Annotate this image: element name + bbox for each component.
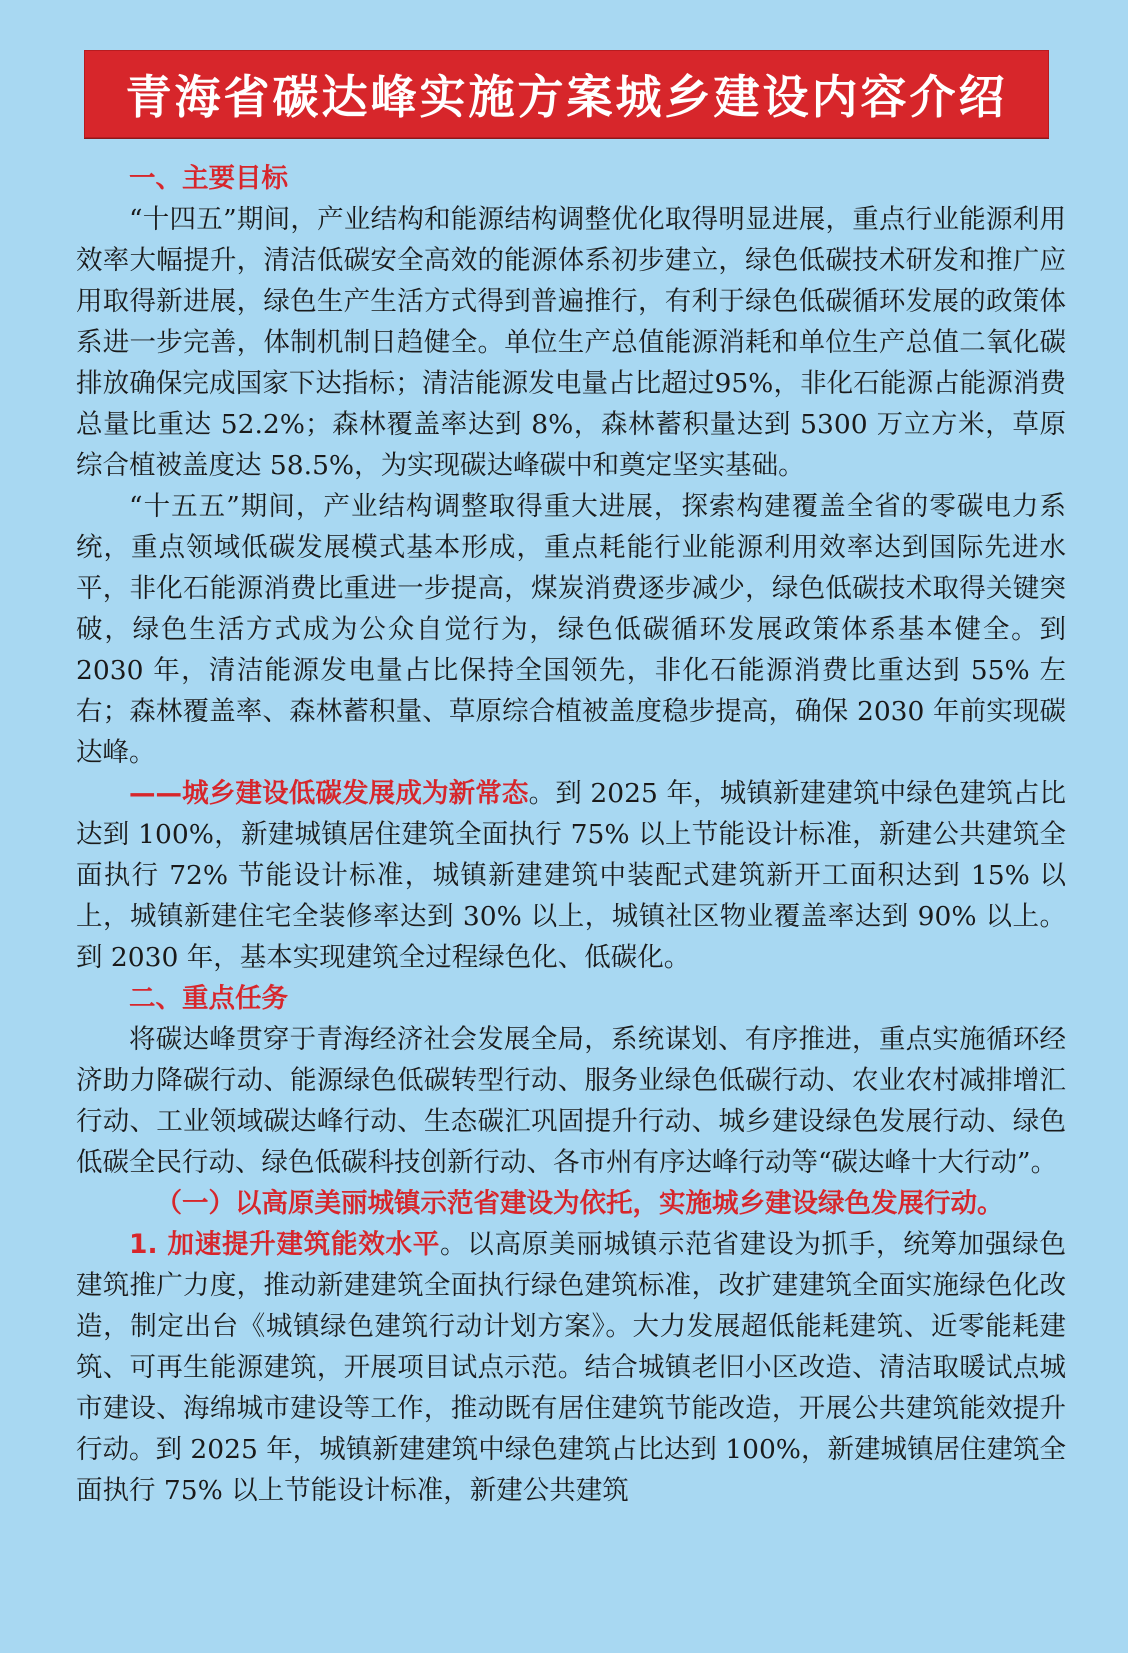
page-title: 青海省碳达峰实施方案城乡建设内容介绍 bbox=[125, 70, 1008, 124]
paragraph-15th-five-year: “十五五”期间，产业结构调整取得重大进展，探索构建覆盖全省的零碳电力系统，重点领域低碳发展模式基本形成，重点耗能行业能源利用效率达到国际先进水平，非化石能源消费比重进一步提高，煤炭消费逐步减少，绿色低碳技术取得关键突破，绿色生活方式成为公众自觉行为，绿色低碳循环发展政策体系基本健全。到 2030 年，清洁能源发电量占比保持全国领先，非化石能源消费比重达到 55% 左右；森林覆盖率、森林蓄积量、草原综合植被盖度稳步提高，确保 2030 年前实现碳达峰。 bbox=[76, 491, 1066, 768]
paragraph-urban-rural-lowcarbon bbox=[76, 773, 1066, 978]
paragraph-14th-five-year: “十四五”期间，产业结构和能源结构调整优化取得明显进展，重点行业能源利用效率大幅提升，清洁低碳安全高效的能源体系初步建立，绿色低碳技术研发和推广应用取得新进展，绿色生产生活方式得到普遍推行，有利于绿色低碳循环发展的政策体系进一步完善，体制机制日趋健全。单位生产总值能源消耗和单位生产总值二氧化碳排放确保完成国家下达指标；清洁能源发电量占比超过95%，非化石能源占能源消费总量比重达 52.2%；森林覆盖率达到 8%，森林蓄积量达到 5300 万立方米，草原综合植被盖度达 58.5%，为实现碳达峰碳中和奠定坚实基础。 bbox=[76, 204, 1066, 481]
title-banner bbox=[84, 50, 1049, 138]
article-body bbox=[76, 158, 1066, 1511]
paragraph-ten-actions: 将碳达峰贯穿于青海经济社会发展全局，系统谋划、有序推进，重点实施循环经济助力降碳行动、能源绿色低碳转型行动、服务业绿色低碳行动、农业农村减排增汇行动、工业领域碳达峰行动、生态碳汇巩固提升行动、城乡建设绿色发展行动、绿色低碳全民行动、绿色低碳科技创新行动、各市州有序达峰行动等“碳达峰十大行动”。 bbox=[76, 1024, 1066, 1178]
subsection-heading-green-development: （一）以高原美丽城镇示范省建设为依托，实施城乡建设绿色发展行动。 bbox=[155, 1188, 1004, 1219]
paragraph-body-building-efficiency: 。以高原美丽城镇示范省建设为抓手，统筹加强绿色建筑推广力度，推动新建建筑全面执行绿色建筑标准，改扩建建筑全面实施绿色化改造，制定出台《城镇绿色建筑行动计划方案》。大力发展超低能耗建筑、近零能耗建筑、可再生能源建筑，开展项目试点示范。结合城镇老旧小区改造、清洁取暖试点城市建设、海绵城市建设等工作，推动既有居住建筑节能改造，开展公共建筑能效提升行动。到 2025 年，城镇新建建筑中绿色建筑占比达到 100%，新建城镇居住建筑全面执行 75% 以上节能设计标准，新建公共建筑 bbox=[76, 1229, 1067, 1506]
paragraph-lead-urban-rural: ——城乡建设低碳发展成为新常态 bbox=[129, 778, 529, 809]
paragraph-lead-building-efficiency: 1. 加速提升建筑能效水平 bbox=[129, 1229, 440, 1260]
paragraph-body-urban-rural: 。到 2025 年，城镇新建建筑中绿色建筑占比达到 100%，新建城镇居住建筑全面执行 75% 以上节能设计标准，新建公共建筑全面执行 72% 节能设计标准，城镇新建建筑中装配式建筑新开工面积达到 15% 以上，城镇新建住宅全装修率达到 30% 以上，城镇社区物业覆盖率达到 90% 以上。到 2030 年，基本实现建筑全过程绿色化、低碳化。 bbox=[76, 778, 1066, 973]
section-heading-main-goals: 一、主要目标 bbox=[129, 163, 288, 194]
section-heading-key-tasks: 二、重点任务 bbox=[129, 983, 288, 1014]
paragraph-building-efficiency bbox=[76, 1224, 1066, 1511]
